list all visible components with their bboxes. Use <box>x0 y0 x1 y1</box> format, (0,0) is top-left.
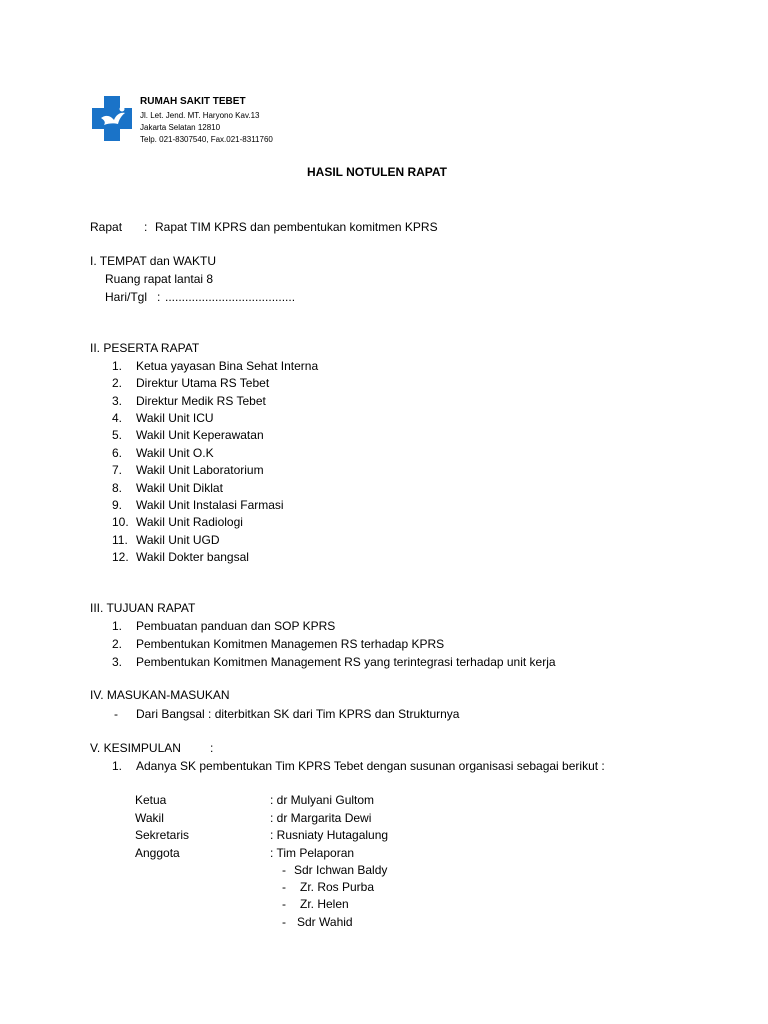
hospital-name: RUMAH SAKIT TEBET <box>140 96 246 107</box>
member-name: Sdr Wahid <box>297 915 353 929</box>
section-tujuan-heading: III. TUJUAN RAPAT <box>90 601 196 615</box>
input-text: Dari Bangsal : diterbitkan SK dari Tim KPRS dan Strukturnya <box>136 707 460 721</box>
rapat-colon: : <box>144 220 148 234</box>
date-value: ....................................... <box>165 290 296 304</box>
role-value: : Tim Pelaporan <box>270 846 355 860</box>
goal-text: Pembuatan panduan dan SOP KPRS <box>136 619 336 633</box>
participant-num: 6. <box>112 446 123 460</box>
role-label: Ketua <box>135 793 167 807</box>
participant-text: Wakil Unit O.K <box>136 446 214 460</box>
member-bullet: - <box>282 897 286 911</box>
participant-num: 2. <box>112 376 123 390</box>
section-peserta-heading: II. PESERTA RAPAT <box>90 341 200 355</box>
participant-num: 1. <box>112 359 123 373</box>
participant-text: Wakil Unit Instalasi Farmasi <box>136 498 284 512</box>
role-value: : dr Margarita Dewi <box>270 811 372 825</box>
participant-num: 12. <box>112 550 129 564</box>
goal-text: Pembentukan Komitmen Managemen RS terhadap KPRS <box>136 637 445 651</box>
participant-num: 10. <box>112 515 129 529</box>
role-label: Sekretaris <box>135 828 190 842</box>
kesimpulan-colon: : <box>210 741 214 755</box>
participant-text: Ketua yayasan Bina Sehat Interna <box>136 359 319 373</box>
date-colon: : <box>157 290 161 304</box>
participant-text: Direktur Utama RS Tebet <box>136 376 270 390</box>
phone-fax: Telp. 021-8307540, Fax.021-8311760 <box>140 135 273 144</box>
member-bullet: - <box>282 863 286 877</box>
participant-text: Wakil Unit ICU <box>136 411 214 425</box>
member-bullet: - <box>282 915 286 929</box>
address-line-1: Jl. Let. Jend. MT. Haryono Kav.13 <box>140 111 260 120</box>
input-bullet: - <box>114 707 118 721</box>
participant-num: 9. <box>112 498 123 512</box>
participant-text: Wakil Unit Laboratorium <box>136 463 264 477</box>
meeting-place: Ruang rapat lantai 8 <box>105 272 214 286</box>
document-title: HASIL NOTULEN RAPAT <box>307 165 447 179</box>
section-tempat-heading: I. TEMPAT dan WAKTU <box>90 254 217 268</box>
participant-text: Wakil Unit UGD <box>136 533 220 547</box>
participant-num: 3. <box>112 394 123 408</box>
participant-text: Wakil Dokter bangsal <box>136 550 249 564</box>
member-name: Zr. Ros Purba <box>300 880 375 894</box>
conclusion-text: Adanya SK pembentukan Tim KPRS Tebet dengan susunan organisasi sebagai berikut : <box>136 759 605 773</box>
goal-num: 2. <box>112 637 123 651</box>
participant-text: Wakil Unit Keperawatan <box>136 428 264 442</box>
role-label: Wakil <box>135 811 164 825</box>
role-value: : Rusniaty Hutagalung <box>270 828 389 842</box>
participant-num: 4. <box>112 411 123 425</box>
conclusion-num: 1. <box>112 759 123 773</box>
participant-num: 11. <box>112 533 128 547</box>
address-line-2: Jakarta Selatan 12810 <box>140 123 221 132</box>
date-label: Hari/Tgl <box>105 290 148 304</box>
participant-text: Wakil Unit Radiologi <box>136 515 243 529</box>
member-bullet: - <box>282 880 286 894</box>
member-name: Zr. Helen <box>300 897 349 911</box>
goal-num: 3. <box>112 655 123 669</box>
member-name: Sdr Ichwan Baldy <box>294 863 388 877</box>
role-label: Anggota <box>135 846 180 860</box>
participant-text: Direktur Medik RS Tebet <box>136 394 266 408</box>
hospital-logo-icon <box>92 96 132 141</box>
role-value: : dr Mulyani Gultom <box>270 793 375 807</box>
participant-num: 7. <box>112 463 123 477</box>
participant-text: Wakil Unit Diklat <box>136 481 223 495</box>
section-kesimpulan-heading: V. KESIMPULAN <box>90 741 181 755</box>
participant-num: 8. <box>112 481 123 495</box>
goal-text: Pembentukan Komitmen Management RS yang terintegrasi terhadap unit kerja <box>136 655 556 669</box>
goal-num: 1. <box>112 619 123 633</box>
section-masukan-heading: IV. MASUKAN-MASUKAN <box>90 688 230 702</box>
rapat-value: Rapat TIM KPRS dan pembentukan komitmen KPRS <box>155 220 438 234</box>
participant-num: 5. <box>112 428 123 442</box>
rapat-label: Rapat <box>90 220 123 234</box>
